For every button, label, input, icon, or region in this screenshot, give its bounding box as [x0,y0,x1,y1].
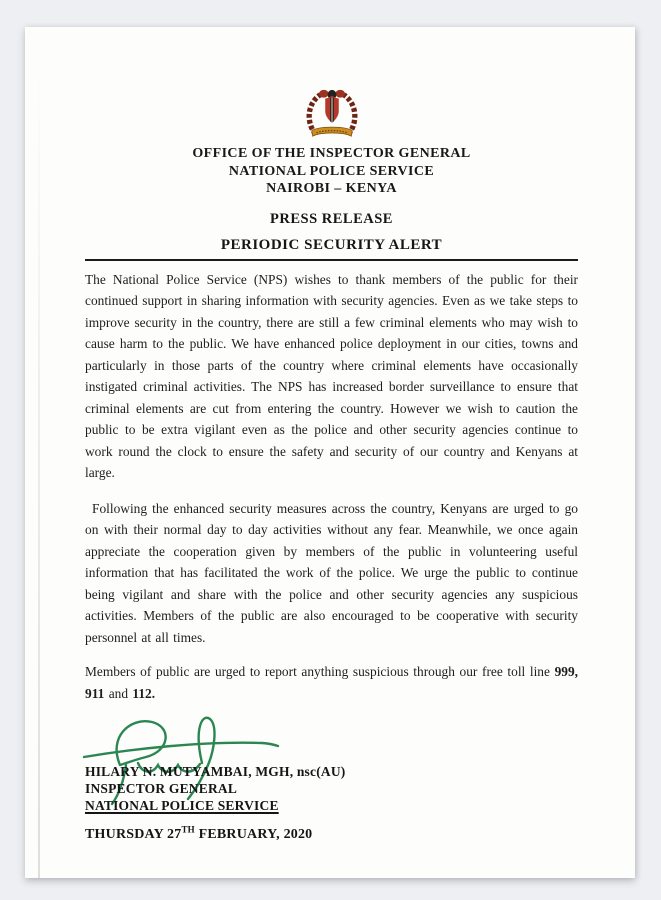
document-date [85,824,578,843]
letterhead-office-line: OFFICE OF THE INSPECTOR GENERAL [192,146,471,161]
press-release-title: PRESS RELEASE [270,210,393,227]
toll-line-numbers-2: 112. [132,685,156,701]
signatory-name: HILARY N. MUTYAMBAI, MGH, nsc(AU) [85,764,346,779]
letterhead [85,145,578,198]
page-fold-crease [38,67,40,878]
letterhead-service-line: NATIONAL POLICE SERVICE [228,163,435,179]
signature-block [85,763,578,814]
kenya-police-crest-icon [300,86,364,142]
paragraph-toll-lines [85,661,578,704]
toll-line-text-start: Members of public are urged to report anything suspicious through our free toll line [85,664,555,679]
toll-line-text-mid: and [104,685,133,701]
divider-line [85,259,578,261]
paragraph-security-measures: The National Police Service (NPS) wishes to thank members of the public for their continued support in sharing information with security agencies. Even as we take steps to improve security in the country, there are still a few criminal elements who may wish to cause harm to the public. We have enhanced police deployment in our cities, towns and particularly in those parts of the country where criminal elements have occasionally instigated criminal activities. The NPS has increased border surveillance to ensure that criminal elements are cut from entering the country. However we wish to caution the public to be extra vigilant even as the police and other security agencies continue to work round the clock to ensure the safety and security of our country and Kenyans at large. [85,271,578,480]
paragraph-public-cooperation: Following the enhanced security measures across the country, Kenyans are urged to go on with their normal day to day activities without any fear. Meanwhile, we once again appreciate the cooperation given by members of the public in volunteering useful information that has facilitated the work of the police. We urge the public to continue being vigilant and share with the police and other security agencies any suspicious activities. Members of the public are also encouraged to be cooperative with security personnel at all times. [85,500,578,645]
letterhead-location-line: NAIROBI – KENYA [266,181,397,196]
date-rest: FEBRUARY, 2020 [194,827,313,842]
toll-line-numbers-1: 999, 911 [85,664,578,701]
security-alert-title: PERIODIC SECURITY ALERT [220,236,443,253]
signatory-title: INSPECTOR GENERAL [85,781,238,796]
date-day: THURSDAY 27 [85,827,182,842]
signatory-organization: NATIONAL POLICE SERVICE [85,798,279,813]
handwritten-signature [85,709,578,759]
press-release-document [25,27,635,878]
date-ordinal: TH [181,824,195,835]
